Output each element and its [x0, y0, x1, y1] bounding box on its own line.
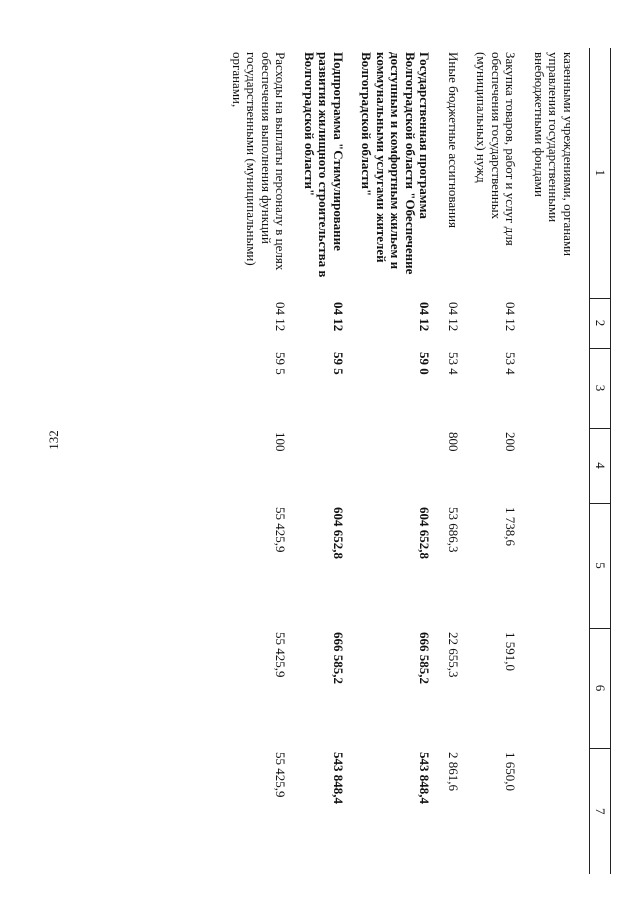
cell-section: 04 12 [331, 302, 346, 332]
cell-expense-type: 800 [446, 432, 461, 452]
cell-value-6: 666 585,2 [417, 632, 433, 684]
budget-table [230, 48, 612, 874]
cell-value-7: 543 848,4 [331, 752, 346, 804]
row-name: Расходы на выплаты персоналу в целях обеспечения выполнения функций государственными (муниципальными) органами, [230, 52, 289, 271]
cell-value-6: 666 585,2 [331, 632, 346, 684]
row-name: казенными учреждениями, органами управления государственными внебюджетными фондами [532, 52, 576, 257]
cell-program: 53 4 [446, 352, 461, 375]
row-name: Государственная программа Волгоградской области "Обеспечение доступным и комфортным жильем и коммунальными услугами жителей Волгоградской области" [359, 52, 433, 275]
column-header: 3 [590, 348, 611, 428]
cell-program: 59 5 [331, 352, 346, 375]
cell-value-5: 53 686,3 [446, 507, 461, 553]
column-header: 7 [590, 748, 611, 874]
cell-value-7: 2 861,6 [446, 752, 461, 791]
cell-section: 04 12 [417, 302, 433, 332]
cell-section: 04 12 [273, 302, 289, 332]
column-header: 1 [590, 48, 611, 298]
cell-value-7: 55 425,9 [273, 752, 289, 798]
cell-program: 53 4 [503, 352, 519, 375]
column-header: 6 [590, 628, 611, 748]
cell-value-5: 604 652,8 [331, 507, 346, 559]
cell-value-5: 1 738,6 [503, 507, 519, 546]
cell-program [532, 348, 576, 428]
cell-section: 04 12 [446, 302, 461, 332]
cell-expense-type [302, 428, 346, 503]
cell-value-6 [532, 628, 576, 748]
cell-program: 59 0 [417, 352, 433, 375]
header-row [590, 48, 611, 874]
table-row [230, 48, 288, 874]
table-row [446, 48, 461, 874]
cell-section: 04 12 [503, 302, 519, 332]
cell-value-6: 1 591,0 [503, 632, 519, 671]
table-row [302, 48, 346, 874]
table-row [532, 48, 576, 874]
table-row [359, 48, 432, 874]
page-number: 132 [46, 430, 61, 450]
cell-expense-type [359, 428, 432, 503]
cell-section [532, 298, 576, 348]
cell-value-7 [532, 748, 576, 874]
column-header: 4 [590, 428, 611, 503]
cell-value-7: 1 650,0 [503, 752, 519, 791]
cell-expense-type: 100 [273, 432, 289, 452]
row-name: Подпрограмма "Стимулирование развития жилищного строительства в Волгоградской области" [302, 52, 346, 278]
column-header: 2 [590, 298, 611, 348]
cell-value-6: 55 425,9 [273, 632, 289, 678]
table-row [474, 48, 518, 874]
row-name: Закупка товаров, работ и услуг для обеспечения государственных (муниципальных) нужд [474, 52, 519, 246]
cell-value-7: 543 848,4 [417, 752, 433, 804]
cell-value-5: 55 425,9 [273, 507, 289, 553]
cell-expense-type [532, 428, 576, 503]
rotated-table-wrapper [19, 48, 611, 874]
cell-value-5: 604 652,8 [417, 507, 433, 559]
cell-value-6: 22 655,3 [446, 632, 461, 678]
cell-expense-type: 200 [503, 432, 519, 452]
row-name: Иные бюджетные ассигнования [446, 52, 461, 229]
cell-value-5 [532, 503, 576, 628]
column-header: 5 [590, 503, 611, 628]
cell-program: 59 5 [273, 352, 289, 375]
